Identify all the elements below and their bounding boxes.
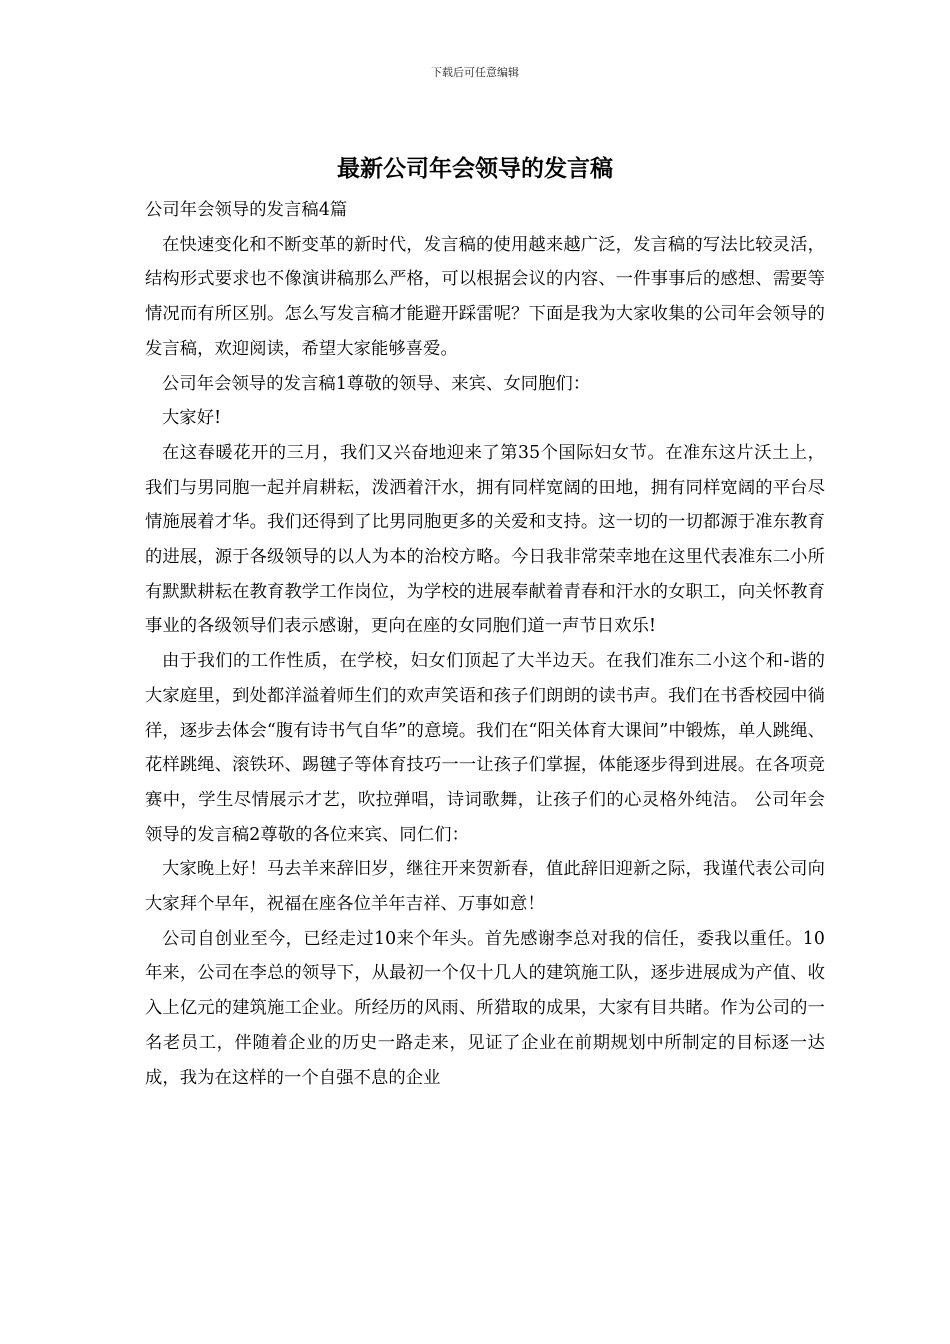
speech-2-greeting: 大家晚上好！马去羊来辞旧岁，继往开来贺新春，值此辞旧迎新之际，我谨代表公司向大家拜个早年，祝福在座各位羊年吉祥、万事如意！ (145, 859, 825, 915)
speech-1-paragraph: 由于我们的工作性质，在学校，妇女们顶起了大半边天。在我们准东二小这个和-谐的大家庭里，到处都洋溢着师生们的欢声笑语和孩子们朗朗的读书声。我们在书香校园中徜徉，逐步去体会“腹有诗书气自华”的意境。我们在“阳关体育大课间”中锻炼，单人跳绳、花样跳绳、滚铁环、踢毽子等体育技巧一一让孩子们掌握，体能逐步得到进展。在各项竞赛中，学生尽情展示才艺，吹拉弹唱，诗词歌舞，让孩子们的心灵格外纯洁。 公司年会领导的发言稿2尊敬的各位来宾、同仁们： (145, 651, 825, 845)
speech-1-greeting: 大家好! (162, 408, 222, 429)
document-title: 最新公司年会领导的发言稿 (337, 156, 613, 182)
speech-2-paragraph: 公司自创业至今，已经走过10来个年头。首先感谢李总对我的信任，委我以重任。10年来，公司在李总的领导下，从最初一个仅十几人的建筑施工队，逐步进展成为产值、收入上亿元的建筑施工企业。所经历的风雨、所猎取的成果，大家有目共睹。作为公司的一名老员工，伴随着企业的历史一路走来，见证了企业在前期规划中所制定的目标逐一达成，我为在这样的一个自强不息的企业 (145, 928, 825, 1088)
subtitle-paragraph: 公司年会领导的发言稿4篇 (145, 200, 348, 220)
intro-paragraph: 在快速变化和不断变革的新时代，发言稿的使用越来越广泛，发言稿的写法比较灵活，结构形式要求也不像演讲稿那么严格，可以根据会议的内容、一件事事后的感想、需要等情况而有所区别。怎么写发言稿才能避开踩雷呢？下面是我为大家收集的公司年会领导的发言稿，欢迎阅读，希望大家能够喜爱。 (145, 234, 825, 359)
page-header: 下载后可任意编辑 (431, 66, 519, 79)
speech-1-salutation: 公司年会领导的发言稿1尊敬的领导、来宾、女同胞们： (162, 373, 591, 394)
document-body (145, 193, 825, 1095)
speech-1-paragraph: 在这春暖花开的三月，我们又兴奋地迎来了第35个国际妇女节。在准东这片沃土上，我们与男同胞一起并肩耕耘，泼洒着汗水，拥有同样宽阔的田地，拥有同样宽阔的平台尽情施展着才华。我们还得到了比男同胞更多的关爱和支持。这一切的一切都源于准东教育的进展，源于各级领导的以人为本的治校方略。今日我非常荣幸地在这里代表准东二小所有默默耕耘在教育教学工作岗位，为学校的进展奉献着青春和汗水的女职工，向关怀教育事业的各级领导们表示感谢，更向在座的女同胞们道一声节日欢乐! (145, 442, 825, 637)
